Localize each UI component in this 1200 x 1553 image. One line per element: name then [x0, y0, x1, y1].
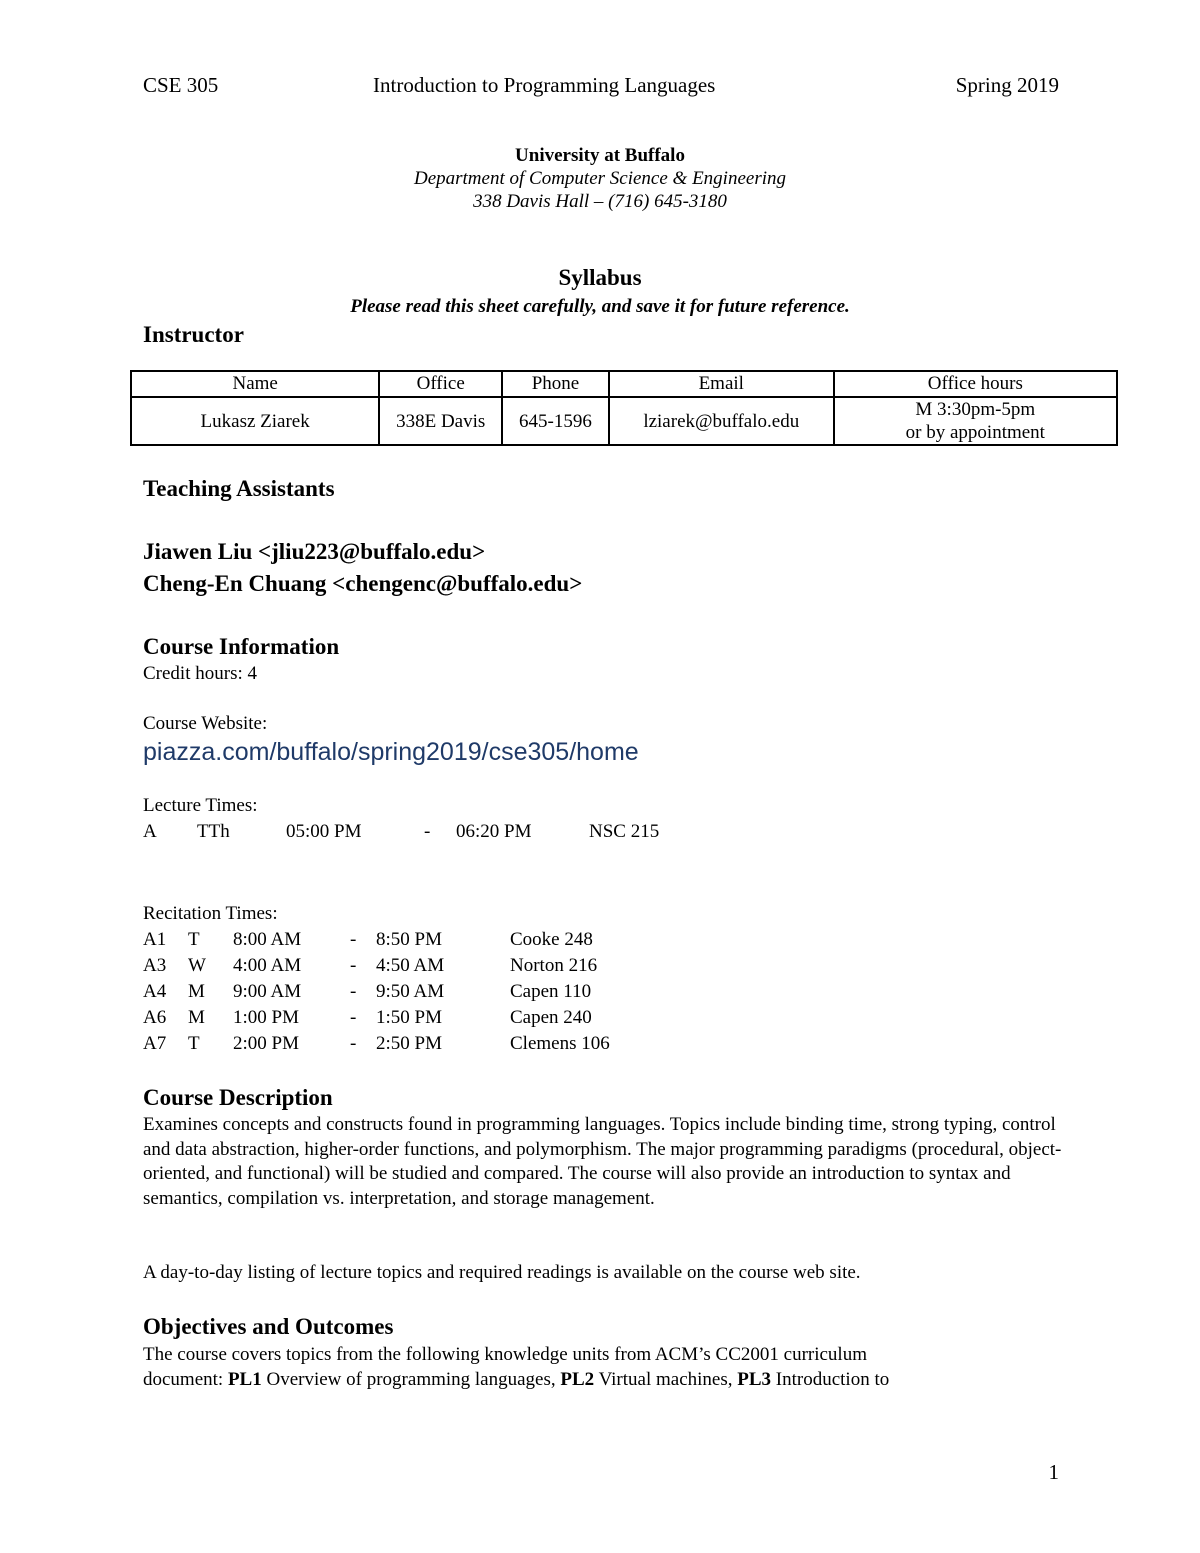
- knowledge-unit-pl2: PL2: [560, 1369, 595, 1390]
- objectives-line-2: [143, 1369, 889, 1391]
- knowledge-unit-pl1: PL1: [227, 1369, 262, 1390]
- recitation-section: A6: [143, 1007, 167, 1028]
- lecture-dash: -: [424, 821, 431, 842]
- recitation-room: Norton 216: [510, 955, 598, 976]
- lecture-section: A: [143, 821, 157, 842]
- objectives-heading: Objectives and Outcomes: [143, 1314, 394, 1339]
- column-header-email: Email: [609, 371, 834, 397]
- column-header-phone: Phone: [502, 371, 609, 397]
- recitation-end: 1:50 PM: [376, 1007, 442, 1028]
- recitation-section: A1: [143, 929, 167, 950]
- department-name: Department of Computer Science & Engineering: [413, 168, 786, 189]
- recitation-start: 8:00 AM: [233, 929, 302, 950]
- recitation-room: Capen 240: [510, 1007, 592, 1028]
- recitation-end: 4:50 AM: [376, 955, 445, 976]
- lecture-days: TTh: [197, 821, 230, 842]
- table-header-row: [131, 371, 1117, 397]
- knowledge-unit-pl2-text: Virtual machines,: [594, 1369, 738, 1390]
- website-label: Course Website:: [143, 713, 268, 734]
- recitation-end: 8:50 PM: [376, 929, 442, 950]
- ta-person-1: Jiawen Liu <jliu223@buffalo.edu>: [143, 539, 486, 564]
- recitation-day: T: [188, 929, 200, 950]
- department-address: 338 Davis Hall – (716) 645-3180: [473, 191, 727, 212]
- recitation-section: A7: [143, 1033, 167, 1054]
- instructor-heading: Instructor: [143, 322, 244, 347]
- description-heading: Course Description: [143, 1085, 333, 1110]
- recitation-day: M: [188, 1007, 205, 1028]
- instructor-email: lziarek@buffalo.edu: [609, 397, 834, 445]
- knowledge-unit-pl1-text: Overview of programming languages,: [261, 1369, 561, 1390]
- office-hours-line-2: or by appointment: [905, 422, 1045, 443]
- page-title: Syllabus: [558, 265, 642, 290]
- course-info-heading: Course Information: [143, 634, 340, 659]
- knowledge-unit-pl3: PL3: [737, 1369, 772, 1390]
- recitation-times-label: Recitation Times:: [143, 903, 278, 924]
- recitation-dash: -: [350, 1007, 357, 1028]
- recitation-dash: -: [350, 929, 357, 950]
- institution-name: University at Buffalo: [515, 145, 685, 166]
- recitation-room: Clemens 106: [510, 1033, 610, 1054]
- instructor-phone: 645-1596: [502, 397, 609, 445]
- header-course-code: CSE 305: [143, 73, 219, 97]
- objectives-line-1: The course covers topics from the following knowledge units from ACM’s CC2001 curriculum: [143, 1344, 867, 1365]
- lecture-start: 05:00 PM: [286, 821, 362, 842]
- instructor-name: Lukasz Ziarek: [131, 397, 379, 445]
- table-row: [131, 397, 1117, 445]
- description-listing: A day-to-day listing of lecture topics and required readings is available on the course web site.: [143, 1262, 861, 1283]
- knowledge-unit-pl3-text: Introduction to: [771, 1369, 890, 1390]
- instructor-office-hours: [834, 397, 1117, 445]
- instructor-office: 338E Davis: [379, 397, 502, 445]
- recitation-end: 9:50 AM: [376, 981, 445, 1002]
- recitation-day: W: [188, 955, 206, 976]
- recitation-start: 2:00 PM: [233, 1033, 299, 1054]
- recitation-dash: -: [350, 981, 357, 1002]
- recitation-dash: -: [350, 955, 357, 976]
- office-hours-line-1: M 3:30pm-5pm: [915, 399, 1036, 420]
- lecture-room: NSC 215: [589, 821, 660, 842]
- recitation-start: 9:00 AM: [233, 981, 302, 1002]
- ta-heading: Teaching Assistants: [143, 476, 335, 501]
- recitation-day: M: [188, 981, 205, 1002]
- recitation-end: 2:50 PM: [376, 1033, 442, 1054]
- header-term: Spring 2019: [955, 73, 1059, 97]
- recitation-start: 4:00 AM: [233, 955, 302, 976]
- ta-person-2: Cheng-En Chuang <chengenc@buffalo.edu>: [143, 571, 583, 596]
- description-paragraph: Examines concepts and constructs found in programming languages. Topics include binding time, strong typing, control and data abstraction, higher-order functions, and polymorphism. The major programming paradigms (procedural, object-oriented, and functional) will be studied and compared. The course will also provide an introduction to syntax and semantics, compilation vs. interpretation, and storage management.: [143, 1114, 1062, 1209]
- column-header-name: Name: [131, 371, 379, 397]
- header-course-title: Introduction to Programming Languages: [373, 73, 716, 97]
- instructor-table: [130, 370, 1118, 446]
- syllabus-note: Please read this sheet carefully, and save it for future reference.: [350, 296, 850, 317]
- lecture-times-label: Lecture Times:: [143, 795, 258, 816]
- page-number: 1: [1048, 1460, 1059, 1484]
- recitation-section: A3: [143, 955, 167, 976]
- recitation-section: A4: [143, 981, 167, 1002]
- recitation-day: T: [188, 1033, 200, 1054]
- course-website-link[interactable]: piazza.com/buffalo/spring2019/cse305/home: [143, 738, 639, 766]
- objectives-prefix: document:: [143, 1369, 228, 1390]
- column-header-office: Office: [379, 371, 502, 397]
- recitation-room: Cooke 248: [510, 929, 593, 950]
- lecture-end: 06:20 PM: [456, 821, 532, 842]
- recitation-room: Capen 110: [510, 981, 592, 1002]
- recitation-dash: -: [350, 1033, 357, 1054]
- credit-hours: Credit hours: 4: [143, 663, 257, 684]
- column-header-office-hours: Office hours: [834, 371, 1117, 397]
- recitation-start: 1:00 PM: [233, 1007, 299, 1028]
